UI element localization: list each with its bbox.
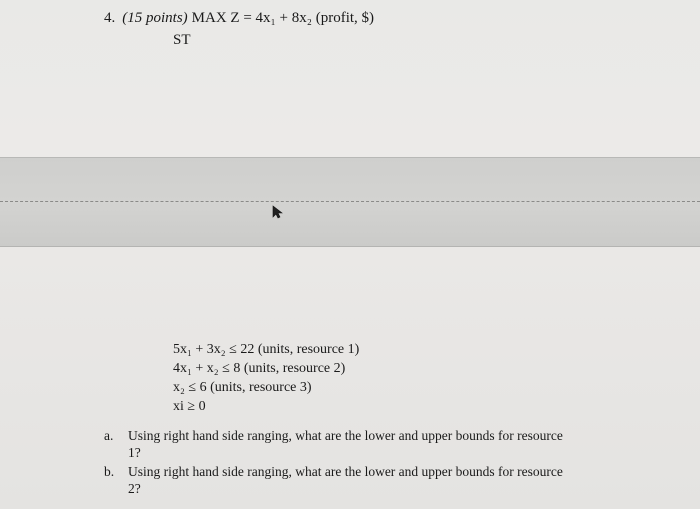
subquestion-b-letter: b. (104, 464, 115, 479)
subquestion-b-text (128, 463, 634, 497)
subquestion-b-line1: Using right hand side ranging, what are the lower and upper bounds for resource (128, 464, 563, 479)
question-header (104, 8, 374, 28)
subquestion-a-text (128, 427, 634, 461)
subquestion-a-letter: a. (104, 428, 114, 443)
subquestion-b (104, 463, 634, 497)
subquestion-a-line2: 1? (128, 445, 141, 460)
constraint-3: x₂ ≤ 6 (units, resource 3) (173, 380, 312, 395)
subquestion-a-line1: Using right hand side ranging, what are the lower and upper bounds for resource (128, 428, 563, 443)
dashed-divider (0, 201, 700, 202)
mouse-pointer-icon (272, 205, 284, 219)
subquestion-a (104, 427, 634, 461)
constraint-2: 4x₁ + x₂ ≤ 8 (units, resource 2) (173, 361, 346, 376)
objective-function: MAX Z = 4x₁ + 8x₂ (profit, $) (191, 10, 375, 26)
constraints-block (173, 340, 359, 416)
subquestions-list (104, 427, 634, 499)
subquestion-b-line2: 2? (128, 481, 141, 496)
question-points: (15 points) (122, 10, 188, 26)
nonnegativity-constraint: xi ≥ 0 (173, 399, 206, 414)
question-number: 4. (104, 10, 116, 26)
constraint-1: 5x₁ + 3x₂ ≤ 22 (units, resource 1) (173, 342, 360, 357)
subject-to-label: ST (173, 32, 191, 48)
scanned-gray-band (0, 157, 700, 247)
